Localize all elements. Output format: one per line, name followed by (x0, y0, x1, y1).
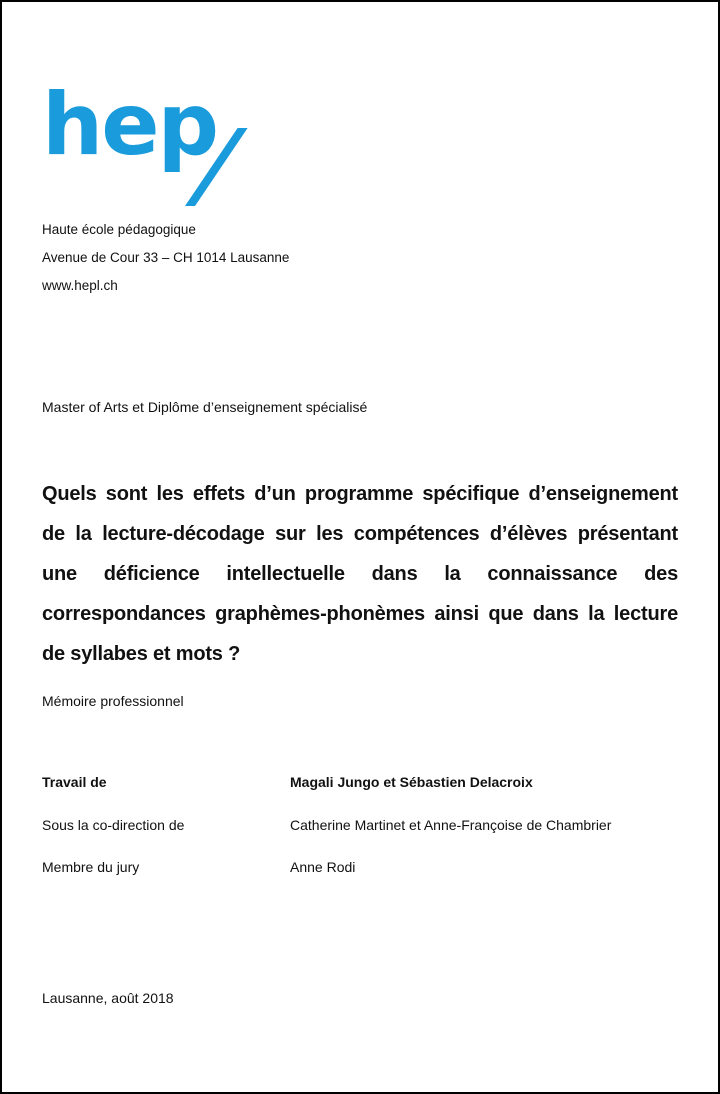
credit-label: Sous la co-direction de (42, 817, 185, 833)
credit-label: Membre du jury (42, 859, 140, 875)
credit-value: Magali Jungo et Sébastien Delacroix (290, 774, 533, 790)
credit-value: Catherine Martinet et Anne-Françoise de Chambrier (290, 817, 612, 833)
thesis-title: Quels sont les effets d’un programme spécifique d’enseignement de la lecture-décodage sur les compétences d’élèves présentant une déficience intellectuelle dans la connaissance des correspondances graphèmes-phonèmes ainsi que dans la lecture de syllabes et mots ? (42, 483, 678, 665)
program-name: Master of Arts et Diplôme d’enseignement spécialisé (42, 399, 368, 415)
place-date: Lausanne, août 2018 (42, 990, 174, 1006)
institution-name: Haute école pédagogique (42, 222, 196, 237)
hepl-logo (42, 75, 237, 200)
logo-text: hep (42, 75, 218, 175)
document-type: Mémoire professionnel (42, 693, 184, 709)
institution-address: Avenue de Cour 33 – CH 1014 Lausanne (42, 250, 290, 265)
credit-value: Anne Rodi (290, 859, 356, 875)
institution-website: www.hepl.ch (42, 278, 118, 293)
credit-label: Travail de (42, 774, 107, 790)
